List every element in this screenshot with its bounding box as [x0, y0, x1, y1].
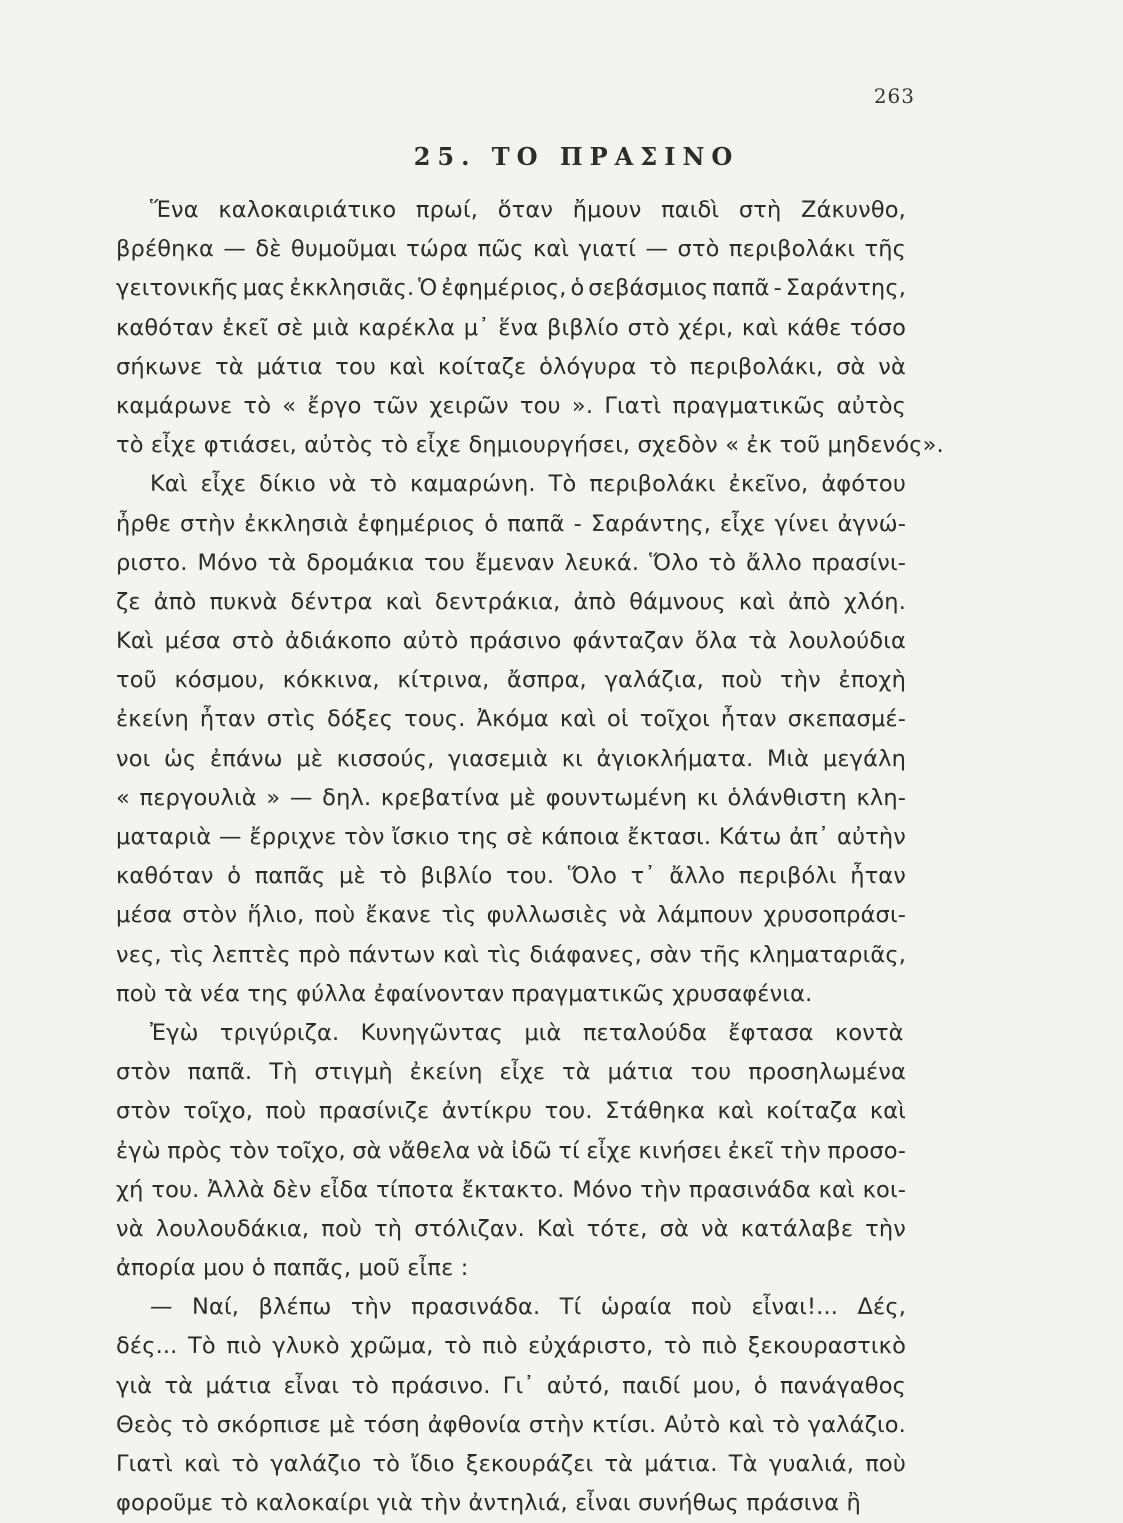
text-line: φοροῦμε τὸ καλοκαίρι γιὰ τὴν ἀντηλιά, εἶναι συνήθως πράσινα ἢ — [116, 1490, 861, 1517]
text-line: σήκωνε τὰ μάτια του καὶ κοίταζε ὁλόγυρα τὸ περιβολάκι, σὰ νὰ — [116, 353, 906, 380]
text-line: γειτονικῆς μας ἐκκλησιᾶς. Ὁ ἐφημέριος, ὁ σεβάσμιος παπᾶ - Σαράντης, — [116, 275, 906, 302]
text-line: καθόταν ὁ παπᾶς μὲ τὸ βιβλίο του. Ὅλο τ᾽ ἄλλο περιβόλι ἦταν — [116, 863, 906, 890]
text-line: δές... Τὸ πιὸ γλυκὸ χρῶμα, τὸ πιὸ εὐχάριστο, τὸ πιὸ ξεκουραστικὸ — [116, 1333, 906, 1360]
text-line: ἦρθε στὴν ἐκκλησιὰ ἐφημέριος ὁ παπᾶ - Σαράντης, εἶχε γίνει ἀγνώ- — [116, 510, 906, 537]
text-line: « περγουλιὰ » — δηλ. κρεβατίνα μὲ φουντωμένη κι ὁλάνθιστη κλη- — [116, 784, 906, 811]
text-line: Καὶ μέσα στὸ ἀδιάκοπο αὐτὸ πράσινο φάνταζαν ὅλα τὰ λουλούδια — [116, 628, 906, 655]
text-line: καμάρωνε τὸ « ἔργο τῶν χειρῶν του ». Γιατὶ πραγματικῶς αὐτὸς — [116, 392, 906, 419]
text-line: στὸν τοῖχο, ποὺ πρασίνιζε ἀντίκρυ του. Στάθηκα καὶ κοίταζα καὶ — [116, 1098, 906, 1125]
text-line: ποὺ τὰ νέα της φύλλα ἐφαίνονταν πραγματικῶς χρυσαφένια. — [116, 980, 813, 1007]
text-line: καθόταν ἐκεῖ σὲ μιὰ καρέκλα μ᾽ ἕνα βιβλίο στὸ χέρι, καὶ κάθε τόσο — [116, 314, 906, 341]
text-line: γιὰ τὰ μάτια εἶναι τὸ πράσινο. Γι᾽ αὐτό, παιδί μου, ὁ πανάγαθος — [116, 1372, 906, 1399]
text-line: Γιατὶ καὶ τὸ γαλάζιο τὸ ἴδιο ξεκουράζει τὰ μάτια. Τὰ γυαλιά, ποὺ — [116, 1451, 906, 1477]
text-line: ἐγὼ πρὸς τὸν τοῖχο, σὰ νἄθελα νὰ ἰδῶ τί εἶχε κινήσει ἐκεῖ τὴν προσο- — [116, 1137, 906, 1164]
text-line: Καὶ εἶχε δίκιο νὰ τὸ καμαρώνη. Τὸ περιβολάκι ἐκεῖνο, ἀφότου — [150, 471, 906, 498]
text-line: νες, τὶς λεπτὲς πρὸ πάντων καὶ τὶς διάφανες, σὰν τῆς κληματαριᾶς, — [116, 941, 906, 968]
chapter-title: 25. ΤΟ ΠΡΑΣΙΝΟ — [413, 142, 740, 171]
text-line: νοι ὡς ἐπάνω μὲ κισσούς, γιασεμιὰ κι ἀγιοκλήματα. Μιὰ μεγάλη — [116, 745, 906, 772]
text-line: Ἕνα καλοκαιριάτικο πρωί, ὅταν ἤμουν παιδὶ στὴ Ζάκυνθο, — [150, 197, 906, 223]
text-line: χή του. Ἀλλὰ δὲν εἶδα τίποτα ἔκτακτο. Μόνο τὴν πρασινάδα καὶ κοι- — [116, 1176, 906, 1203]
text-line: τοῦ κόσμου, κόκκινα, κίτρινα, ἄσπρα, γαλάζια, ποὺ τὴν ἐποχὴ — [116, 667, 906, 694]
text-line: νὰ λουλουδάκια, ποὺ τὴ στόλιζαν. Καὶ τότε, σὰ νὰ κατάλαβε τὴν — [116, 1215, 906, 1242]
text-line: ζε ἀπὸ πυκνὰ δέντρα καὶ δεντράκια, ἀπὸ θάμνους καὶ ἀπὸ χλόη. — [116, 588, 906, 615]
text-line: μέσα στὸν ἥλιο, ποὺ ἔκανε τὶς φυλλωσιὲς νὰ λάμπουν χρυσοπράσι- — [116, 902, 906, 929]
page-number: 263 — [873, 84, 915, 108]
text-line: ματαριὰ — ἔρριχνε τὸν ἴσκιο της σὲ κάποια ἔκτασι. Κάτω ἀπ᾽ αὐτὴν — [116, 824, 906, 850]
text-line: ἐκείνη ἦταν στὶς δόξες τους. Ἀκόμα καὶ οἱ τοῖχοι ἦταν σκεπασμέ- — [116, 706, 906, 733]
body-text — [116, 191, 944, 1523]
text-line: στὸν παπᾶ. Τὴ στιγμὴ ἐκείνη εἶχε τὰ μάτια του προσηλωμένα — [116, 1059, 906, 1086]
text-line: Θεὸς τὸ σκόρπισε μὲ τόση ἀφθονία στὴν κτίσι. Αὐτὸ καὶ τὸ γαλάζιο. — [116, 1411, 906, 1438]
text-line: ριστο. Μόνο τὰ δρομάκια του ἔμεναν λευκά. Ὅλο τὸ ἄλλο πρασίνι- — [116, 549, 906, 576]
text-line: τὸ εἶχε φτιάσει, αὐτὸς τὸ εἶχε δημιουργήσει, σχεδὸν « ἐκ τοῦ μηδενός». — [116, 432, 944, 459]
text-line: Ἐγὼ τριγύριζα. Κυνηγῶντας μιὰ πεταλούδα ἔφτασα κοντὰ — [150, 1019, 904, 1046]
text-line: ἀπορία μου ὁ παπᾶς, μοῦ εἶπε : — [116, 1255, 469, 1282]
text-line: — Ναί, βλέπω τὴν πρασινάδα. Τί ὡραία ποὺ εἶναι!... Δές, — [150, 1294, 906, 1321]
text-line: βρέθηκα — δὲ θυμοῦμαι τώρα πῶς καὶ γιατί — στὸ περιβολάκι τῆς — [116, 236, 906, 263]
